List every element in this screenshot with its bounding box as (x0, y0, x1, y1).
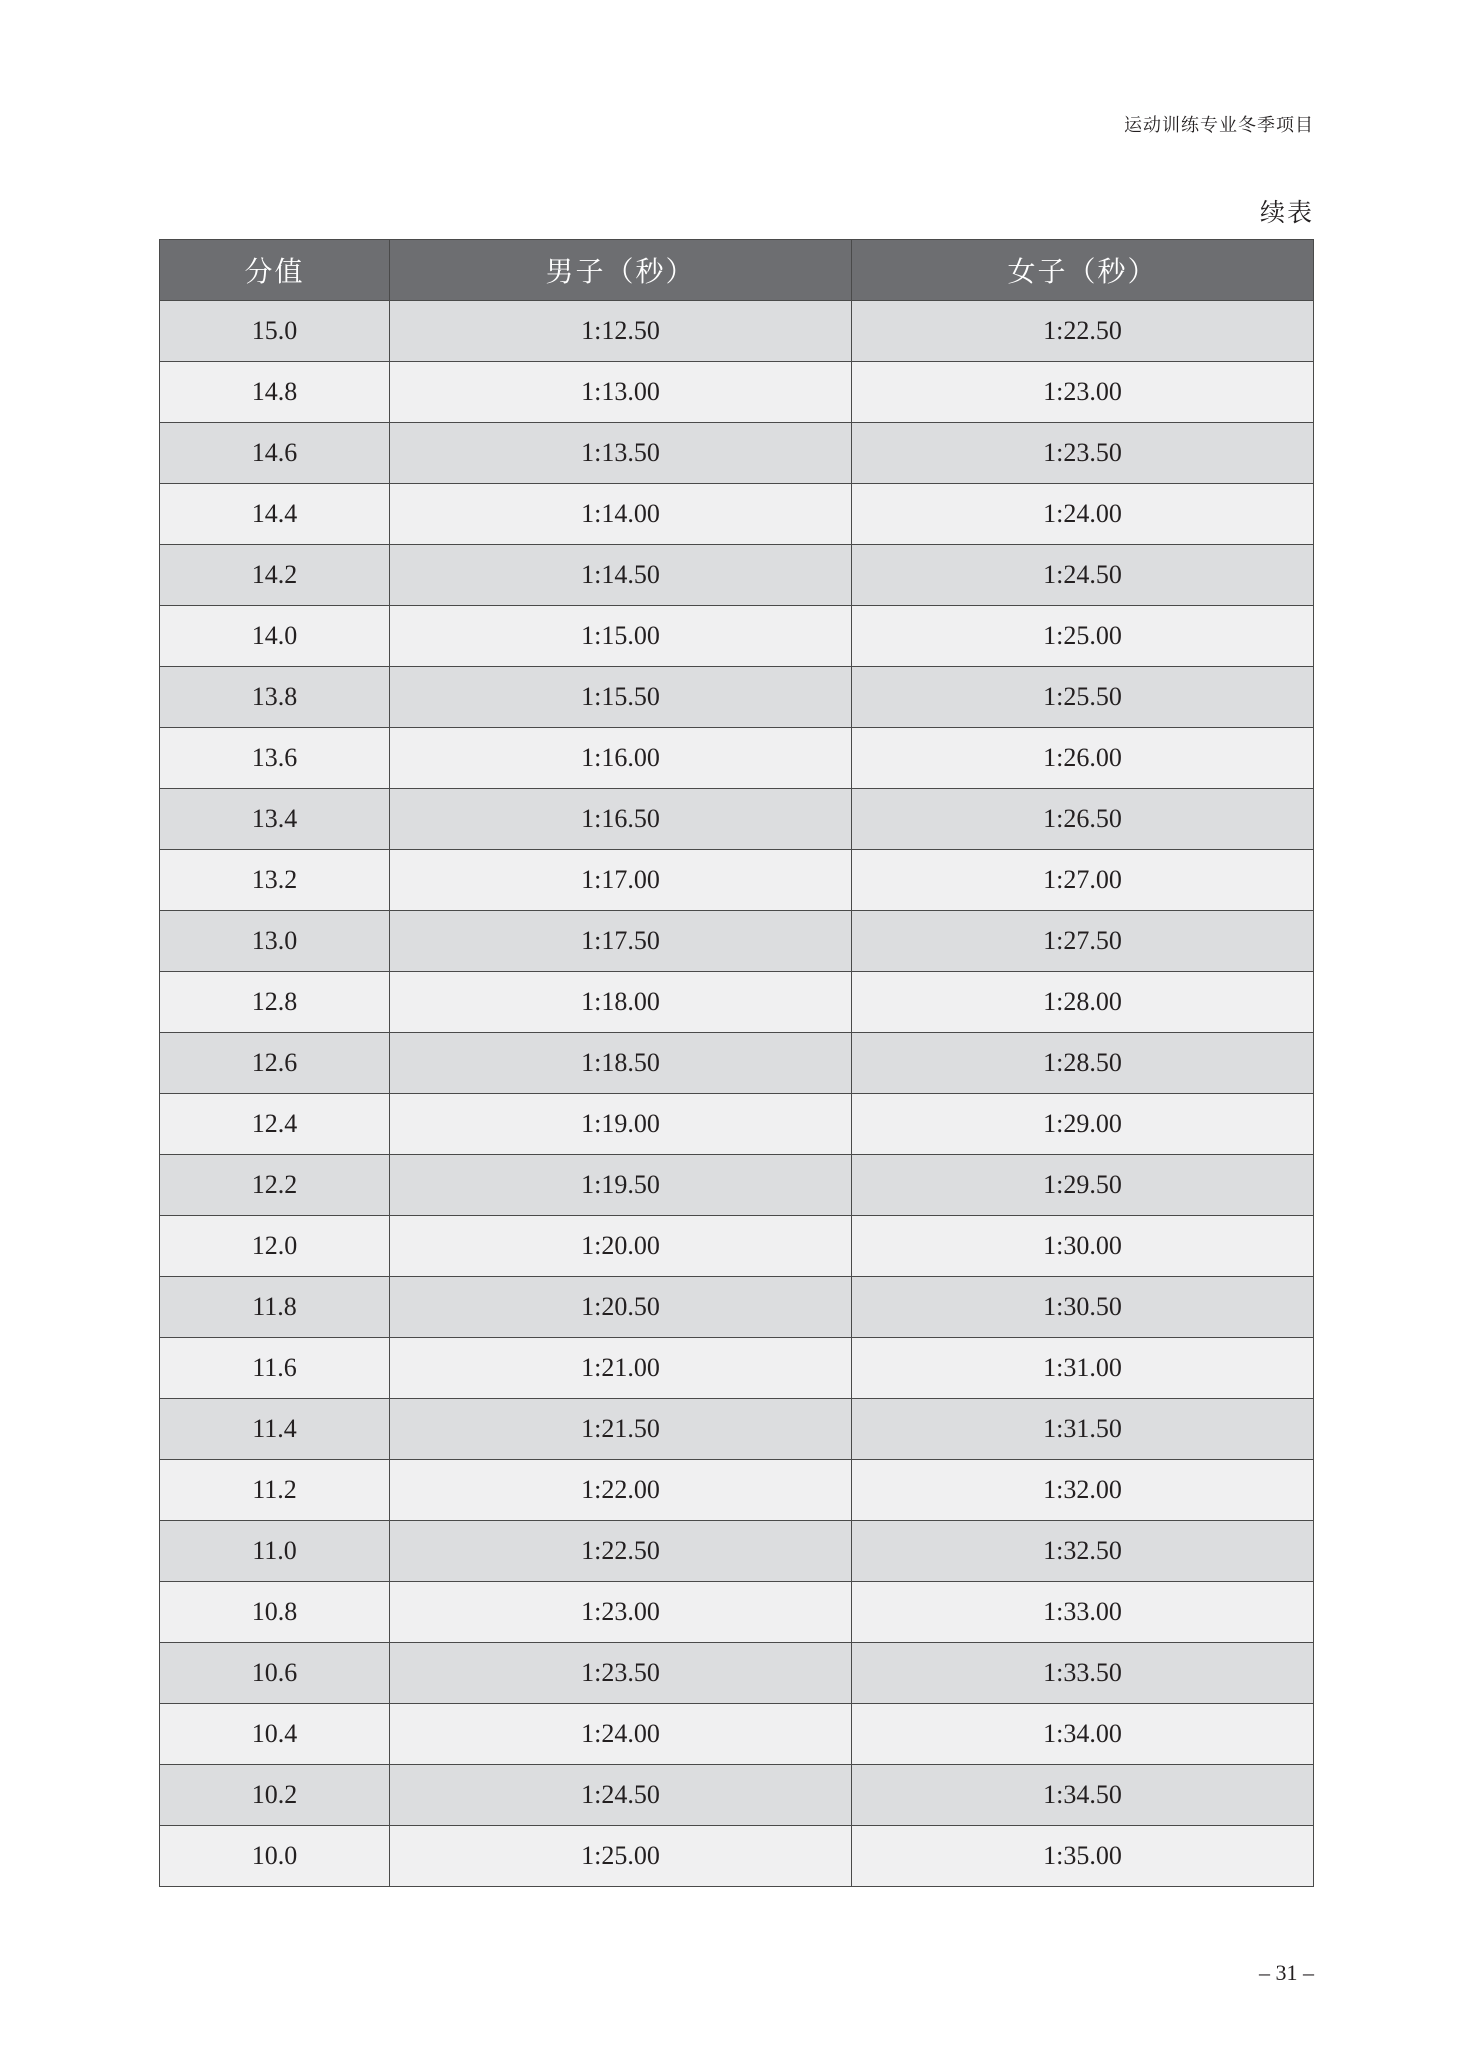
table-row (160, 1521, 1314, 1582)
cell-women-time: 1:31.00 (852, 1338, 1314, 1399)
cell-score: 11.2 (160, 1460, 390, 1521)
cell-men-time: 1:18.00 (390, 972, 852, 1033)
cell-women-time: 1:26.50 (852, 789, 1314, 850)
cell-men-time: 1:18.50 (390, 1033, 852, 1094)
cell-women-time: 1:28.00 (852, 972, 1314, 1033)
cell-score: 10.2 (160, 1765, 390, 1826)
cell-women-time: 1:31.50 (852, 1399, 1314, 1460)
cell-men-time: 1:19.50 (390, 1155, 852, 1216)
table-body (160, 301, 1314, 1887)
table-row (160, 850, 1314, 911)
table-continued-label: 续表 (1259, 200, 1314, 227)
cell-men-time: 1:24.50 (390, 1765, 852, 1826)
table-row (160, 423, 1314, 484)
table-row (160, 1460, 1314, 1521)
cell-score: 11.8 (160, 1277, 390, 1338)
cell-score: 11.4 (160, 1399, 390, 1460)
table-row (160, 728, 1314, 789)
cell-score: 10.4 (160, 1704, 390, 1765)
table-row (160, 606, 1314, 667)
cell-men-time: 1:14.00 (390, 484, 852, 545)
cell-men-time: 1:24.00 (390, 1704, 852, 1765)
cell-women-time: 1:35.00 (852, 1826, 1314, 1887)
table-row (160, 972, 1314, 1033)
table-row (160, 1094, 1314, 1155)
table-header (160, 240, 1314, 301)
table-row (160, 1399, 1314, 1460)
cell-women-time: 1:23.00 (852, 362, 1314, 423)
cell-men-time: 1:25.00 (390, 1826, 852, 1887)
cell-men-time: 1:20.00 (390, 1216, 852, 1277)
table-row (160, 1765, 1314, 1826)
cell-score: 13.6 (160, 728, 390, 789)
table-header-row (160, 240, 1314, 301)
table-row (160, 301, 1314, 362)
cell-men-time: 1:21.50 (390, 1399, 852, 1460)
cell-score: 11.6 (160, 1338, 390, 1399)
table-row (160, 362, 1314, 423)
cell-men-time: 1:22.00 (390, 1460, 852, 1521)
table-row (160, 1826, 1314, 1887)
cell-women-time: 1:24.00 (852, 484, 1314, 545)
cell-women-time: 1:22.50 (852, 301, 1314, 362)
table-row (160, 1338, 1314, 1399)
cell-score: 14.4 (160, 484, 390, 545)
cell-women-time: 1:32.50 (852, 1521, 1314, 1582)
cell-score: 12.2 (160, 1155, 390, 1216)
cell-score: 12.6 (160, 1033, 390, 1094)
table-row (160, 1643, 1314, 1704)
cell-women-time: 1:25.00 (852, 606, 1314, 667)
cell-women-time: 1:34.50 (852, 1765, 1314, 1826)
cell-women-time: 1:25.50 (852, 667, 1314, 728)
cell-score: 14.2 (160, 545, 390, 606)
cell-men-time: 1:20.50 (390, 1277, 852, 1338)
score-table (159, 239, 1314, 1887)
cell-score: 13.8 (160, 667, 390, 728)
table-row (160, 1277, 1314, 1338)
cell-women-time: 1:28.50 (852, 1033, 1314, 1094)
cell-men-time: 1:14.50 (390, 545, 852, 606)
cell-women-time: 1:27.00 (852, 850, 1314, 911)
cell-score: 12.4 (160, 1094, 390, 1155)
cell-women-time: 1:23.50 (852, 423, 1314, 484)
page-number: – 31 – (1259, 1960, 1314, 1985)
cell-women-time: 1:32.00 (852, 1460, 1314, 1521)
cell-men-time: 1:15.50 (390, 667, 852, 728)
cell-score: 10.8 (160, 1582, 390, 1643)
cell-score: 11.0 (160, 1521, 390, 1582)
column-header-score: 分值 (160, 240, 390, 301)
running-header: 运动训练专业冬季项目 (1124, 115, 1314, 135)
cell-men-time: 1:23.50 (390, 1643, 852, 1704)
cell-women-time: 1:33.00 (852, 1582, 1314, 1643)
table-row (160, 484, 1314, 545)
table-row (160, 1216, 1314, 1277)
cell-score: 12.0 (160, 1216, 390, 1277)
cell-men-time: 1:17.50 (390, 911, 852, 972)
cell-women-time: 1:34.00 (852, 1704, 1314, 1765)
cell-women-time: 1:30.50 (852, 1277, 1314, 1338)
cell-score: 10.0 (160, 1826, 390, 1887)
cell-women-time: 1:29.50 (852, 1155, 1314, 1216)
cell-score: 12.8 (160, 972, 390, 1033)
cell-score: 14.0 (160, 606, 390, 667)
cell-men-time: 1:15.00 (390, 606, 852, 667)
table-row (160, 1582, 1314, 1643)
cell-score: 13.0 (160, 911, 390, 972)
cell-women-time: 1:24.50 (852, 545, 1314, 606)
table-row (160, 789, 1314, 850)
table-row (160, 1033, 1314, 1094)
cell-score: 13.2 (160, 850, 390, 911)
cell-women-time: 1:26.00 (852, 728, 1314, 789)
cell-men-time: 1:19.00 (390, 1094, 852, 1155)
cell-men-time: 1:21.00 (390, 1338, 852, 1399)
column-header-women: 女子（秒） (852, 240, 1314, 301)
table-row (160, 1704, 1314, 1765)
table-row (160, 545, 1314, 606)
cell-women-time: 1:33.50 (852, 1643, 1314, 1704)
cell-men-time: 1:22.50 (390, 1521, 852, 1582)
cell-men-time: 1:16.00 (390, 728, 852, 789)
cell-men-time: 1:13.50 (390, 423, 852, 484)
cell-score: 14.6 (160, 423, 390, 484)
cell-women-time: 1:30.00 (852, 1216, 1314, 1277)
cell-men-time: 1:16.50 (390, 789, 852, 850)
table-row (160, 1155, 1314, 1216)
cell-men-time: 1:13.00 (390, 362, 852, 423)
cell-score: 14.8 (160, 362, 390, 423)
table-row (160, 667, 1314, 728)
table-row (160, 911, 1314, 972)
cell-score: 13.4 (160, 789, 390, 850)
cell-score: 10.6 (160, 1643, 390, 1704)
cell-score: 15.0 (160, 301, 390, 362)
cell-women-time: 1:27.50 (852, 911, 1314, 972)
column-header-men: 男子（秒） (390, 240, 852, 301)
cell-women-time: 1:29.00 (852, 1094, 1314, 1155)
cell-men-time: 1:17.00 (390, 850, 852, 911)
cell-men-time: 1:23.00 (390, 1582, 852, 1643)
cell-men-time: 1:12.50 (390, 301, 852, 362)
